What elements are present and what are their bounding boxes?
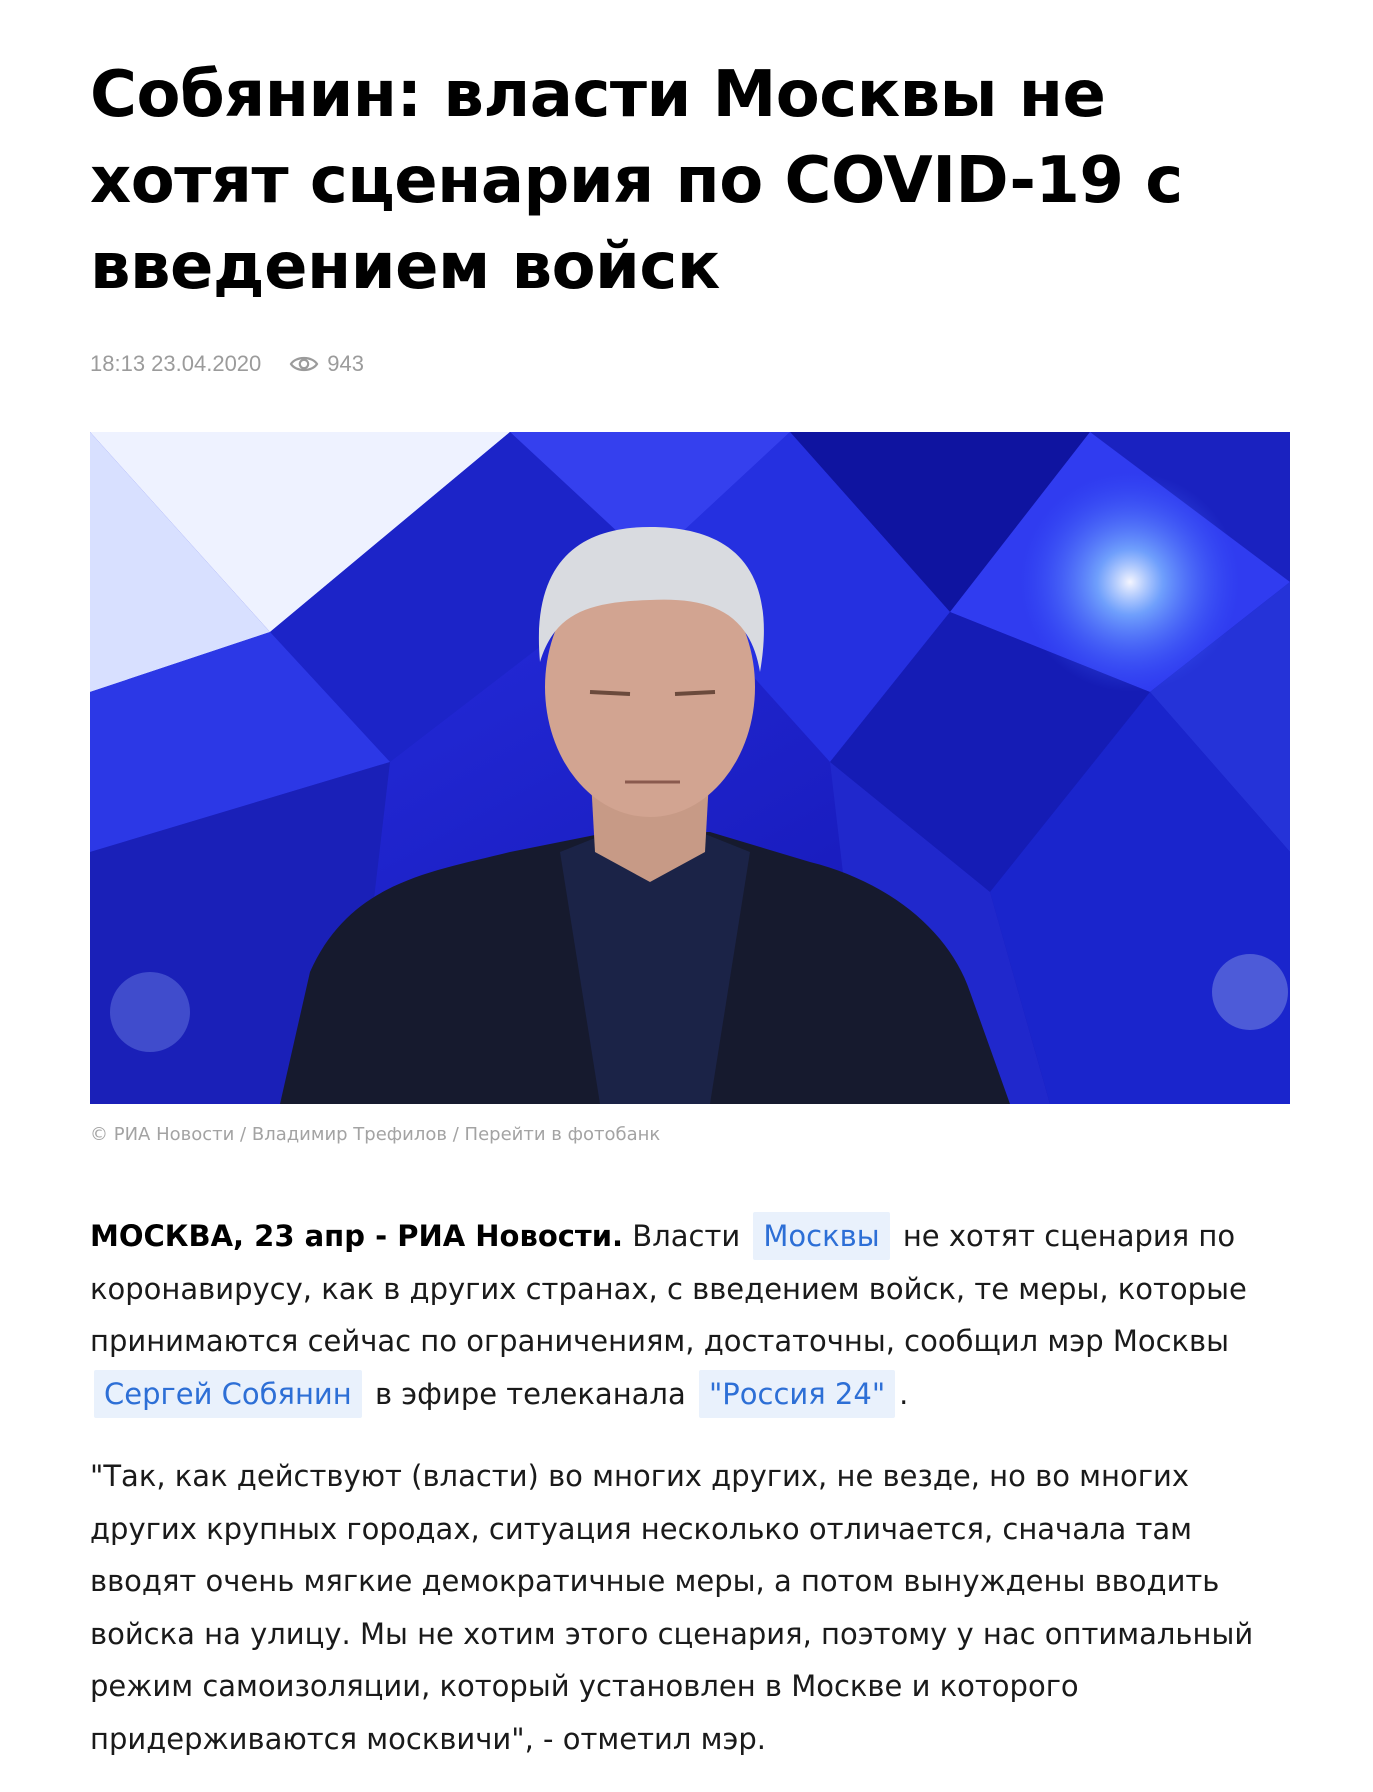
lead-dateline: МОСКВА, 23 апр - РИА Новости. bbox=[90, 1219, 624, 1253]
article-paragraph-1 bbox=[90, 1210, 1290, 1420]
paragraph-text: Власти bbox=[623, 1219, 750, 1253]
paragraph-text: в эфире телеканала bbox=[365, 1376, 695, 1411]
view-counter bbox=[289, 351, 364, 377]
eye-icon bbox=[289, 354, 319, 374]
article-paragraph-2: "Так, как действуют (власти) во многих других, не везде, но во многих других крупных городах, ситуация несколько отличается, сначала там вводят очень мягкие демократичные меры, а потом вынуждены вводить войска на улицу. Мы не хотим этого сценария, поэтому у нас оптимальный режим самоизоляции, который установлен в Москве и которого придерживаются москвичи", - отметил мэр. bbox=[90, 1459, 1254, 1756]
caption-separator: / bbox=[447, 1124, 465, 1145]
tag-link-russia24[interactable]: "Россия 24" bbox=[699, 1370, 895, 1418]
paragraph-text: не хотят сценария по коронавирусу, как в других странах, с введением войск, те меры, которые принимаются сейчас по ограничениям, достаточны, сообщил мэр Москвы bbox=[90, 1219, 1247, 1358]
tag-link-moscow[interactable]: Москвы bbox=[753, 1212, 889, 1260]
photobank-link[interactable]: Перейти в фотобанк bbox=[464, 1124, 661, 1145]
article-meta bbox=[90, 350, 364, 378]
paragraph-text: . bbox=[899, 1376, 909, 1411]
article-title: Собянин: власти Москвы не хотят сценария по COVID-19 с введением войск bbox=[90, 58, 1183, 304]
view-count: 943 bbox=[327, 351, 364, 376]
photo-author: Владимир Трефилов bbox=[251, 1124, 448, 1145]
article-photo[interactable] bbox=[90, 432, 1290, 1104]
photo-copyright: © РИА Новости bbox=[90, 1124, 235, 1145]
publish-datetime: 18:13 23.04.2020 bbox=[90, 351, 262, 376]
photo-illustration bbox=[90, 432, 1290, 1104]
caption-separator: / bbox=[234, 1124, 252, 1145]
photo-caption bbox=[90, 1124, 660, 1145]
tag-link-sobyanin[interactable]: Сергей Собянин bbox=[94, 1370, 362, 1418]
